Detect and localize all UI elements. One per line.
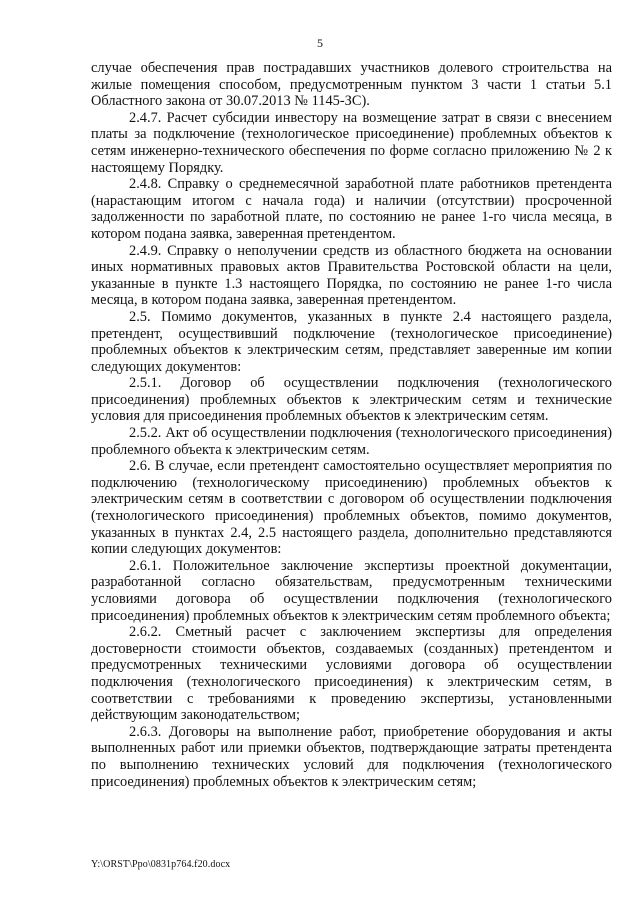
paragraph-2-6-3: 2.6.3. Договоры на выполнение работ, приобретение оборудования и акты выполненных работ или приемки объектов, подтверждающие затраты претендента по выполнению технических условий для подключения (технологического присоединения) проблемных объектов к электрическим сетям; <box>91 723 612 790</box>
paragraph-2-4-7: 2.4.7. Расчет субсидии инвестору на возмещение затрат в связи с внесением платы за подключение (технологическое присоединение) проблемных объектов к сетям инженерно-технического обеспечения по форме согласно приложению № 2 к настоящему Порядку. <box>91 109 612 176</box>
paragraph-2-6-2: 2.6.2. Сметный расчет с заключением экспертизы для определения достоверности стоимости объектов, создаваемых (созданных) претендентом и предусмотренных техническими условиями договора об осуществлении подключения (технологического присоединения) к электрическим сетям, в соответствии с требованиями к проведению экспертизы, установленными действующим законодательством; <box>91 624 612 724</box>
document-body <box>91 60 612 790</box>
paragraph-2-4-9: 2.4.9. Справку о неполучении средств из областного бюджета на основании иных нормативных правовых актов Правительства Ростовской области на цели, указанные в пункте 1.3 настоящего Порядка, по состоянию не ранее 1-го числа месяца, в котором подана заявка, заверенная претендентом. <box>91 242 612 309</box>
paragraph-2-5-1: 2.5.1. Договор об осуществлении подключения (технологического присоединения) проблемных объектов к электрическим сетям и технические условия для присоединения проблемных объектов к электрическим сетям. <box>91 375 612 425</box>
paragraph-2-6: 2.6. В случае, если претендент самостоятельно осуществляет мероприятия по подключению (технологическому присоединению) проблемных объектов к электрическим сетям в соответствии с договором об осуществлении подключения (технологического присоединения) проблемных объектов, помимо документов, указанных в пунктах 2.4, 2.5 настоящего раздела, дополнительно представляются копии следующих документов: <box>91 458 612 558</box>
paragraph-2-4-8: 2.4.8. Справку о среднемесячной заработной плате работников претендента (нарастающим итогом с начала года) и наличии (отсутствии) просроченной задолженности по заработной плате, по состоянию не ранее 1-го числа месяца, в котором подана заявка, заверенная претендентом. <box>91 176 612 242</box>
paragraph-2-6-1: 2.6.1. Положительное заключение экспертизы проектной документации, разработанной согласно обязательствам, предусмотренным техническими условиями договора об осуществлении подключения (технологического присоединения) проблемных объектов к электрическим сетям проблемного объекта; <box>91 557 612 624</box>
paragraph-continuation: случае обеспечения прав пострадавших участников долевого строительства на жилые помещения способом, предусмотренным пунктом 3 части 1 статьи 5.1 Областного закона от 30.07.2013 № 1145-ЗС). <box>91 60 612 110</box>
paragraph-2-5-2: 2.5.2. Акт об осуществлении подключения (технологического присоединения) проблемного объекта к электрическим сетям. <box>91 425 612 458</box>
paragraph-2-5: 2.5. Помимо документов, указанных в пункте 2.4 настоящего раздела, претендент, осуществивший подключение (технологическое присоединение) проблемных объектов к электрическим сетям, представляет заверенные им копии следующих документов: <box>91 308 612 375</box>
file-path-footer: Y:\ORST\Ppo\0831p764.f20.docx <box>91 859 231 870</box>
page-number: 5 <box>317 36 323 50</box>
